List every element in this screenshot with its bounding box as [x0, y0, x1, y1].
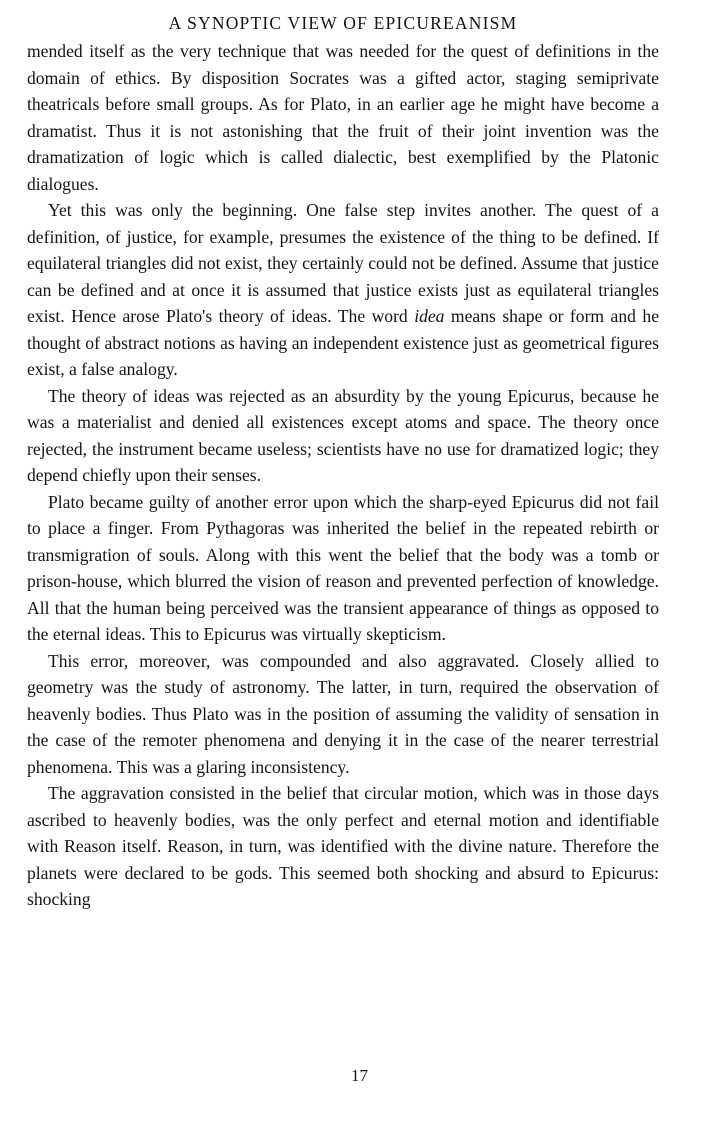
paragraph-2-text-after: means shape or form and he thought of abstract notions as having an independent existence just as geometrical figures exist, a false analogy.: [27, 306, 660, 379]
paragraph-6: The aggravation consisted in the belief that circular motion, which was in those days ascribed to heavenly bodies, was the only perfect and eternal motion and identifiable with Reason itself. Reason, in turn, was identified with the divine nature. Therefore the planets were declared to be gods. This seemed both shocking and absurd to Epicurus: shocking: [27, 783, 659, 909]
paragraph-4: Plato became guilty of another error upon which the sharp-eyed Epicurus did not fail to place a finger. From Pythagoras was inherited the belief in the repeated rebirth or transmigration of souls. Along with this went the belief that the body was a tomb or prison-house, which blurred the vision of reason and prevented perfection of knowledge. All that the human being perceived was the transient appearance of things as opposed to the eternal ideas. This to Epicurus was virtually skepticism.: [27, 491, 659, 644]
paragraph-2-text-before: Yet this was only the beginning. One false step invites another. The quest of a definition, of justice, for example, presumes the existence of the thing to be defined. If equilateral triangles did not exist, they certainly could not be defined. Assume that justice can be defined and at once it is assumed that justice exists just as equilateral triangles exist. Hence arose Plato's theory of ideas. The word: [27, 200, 659, 326]
page-number: 17: [351, 1066, 368, 1085]
book-page: [27, 12, 659, 913]
paragraph-2-italic-word: idea: [414, 306, 445, 326]
running-head: A SYNOPTIC VIEW OF EPICUREANISM: [168, 13, 518, 33]
paragraph-2: [27, 197, 659, 383]
paragraph-1: mended itself as the very technique that was needed for the quest of definitions in the domain of ethics. By disposition Socrates was a gifted actor, staging semiprivate theatricals before small groups. As for Plato, in an earlier age he might have become a dramatist. Thus it is not astonishing that the fruit of their joint invention was the dramatization of logic which is called dialectic, best exemplified by the Platonic dialogues.: [27, 41, 659, 194]
paragraph-3: The theory of ideas was rejected as an absurdity by the young Epicurus, because he was a materialist and denied all existences except atoms and space. The theory once rejected, the instrument became useless; scientists have no use for dramatized logic; they depend chiefly upon their senses.: [27, 385, 659, 485]
paragraph-5: This error, moreover, was compounded and also aggravated. Closely allied to geometry was the study of astronomy. The latter, in turn, required the observation of heavenly bodies. Thus Plato was in the position of assuming the validity of sensation in the case of the remoter phenomena and denying it in the case of the nearer terrestrial phenomena. This was a glaring inconsistency.: [27, 650, 659, 777]
